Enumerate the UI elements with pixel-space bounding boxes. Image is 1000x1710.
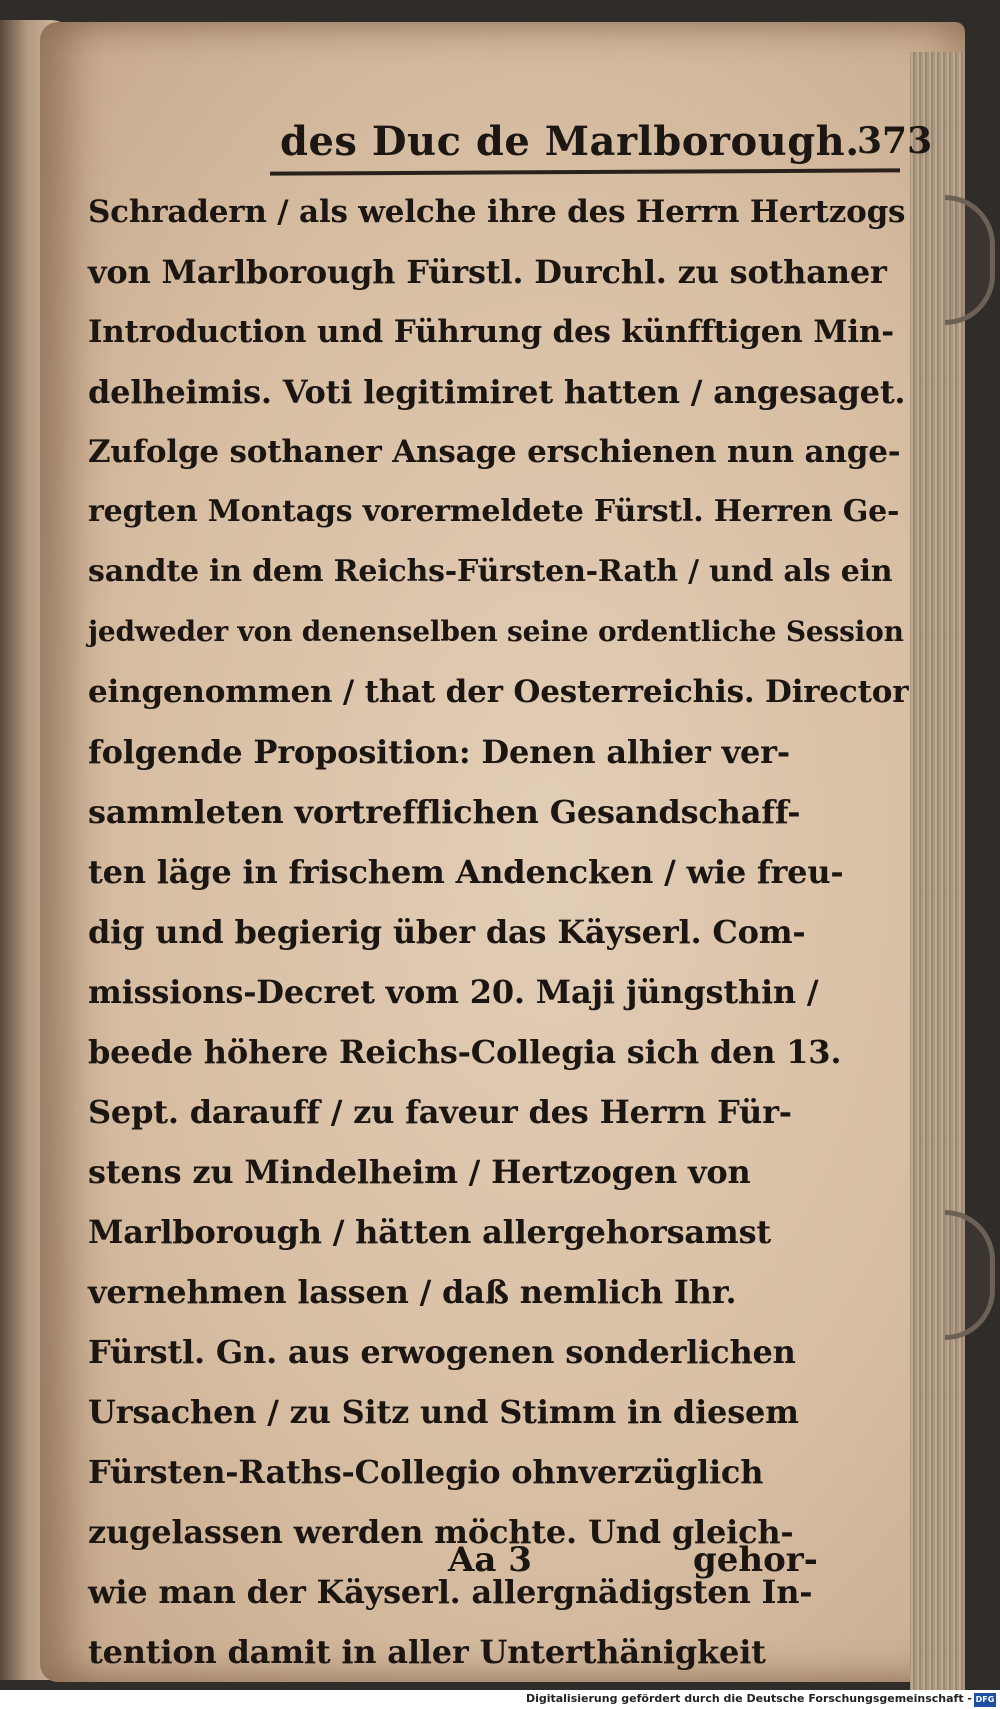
running-head: des Duc de Marlborough.	[280, 118, 860, 165]
text-line: Introduction und Führung des künfftigen Min-	[88, 314, 894, 350]
text-line: jedweder von denenselben seine ordentliche Session	[88, 615, 904, 648]
text-line: von Marlborough Fürstl. Durchl. zu sothaner	[88, 253, 887, 291]
text-line: folgende Proposition: Denen alhier ver-	[88, 733, 790, 771]
text-line: vernehmen lassen / daß nemlich Ihr.	[88, 1273, 737, 1311]
text-line: stens zu Mindelheim / Hertzogen von	[88, 1153, 751, 1191]
text-line: missions-Decret vom 20. Maji jüngsthin /	[88, 973, 819, 1011]
catchword-line	[88, 1540, 908, 1590]
page-number: 373	[857, 120, 933, 162]
text-line: eingenommen / that der Oesterreichis. Director	[88, 674, 909, 710]
footer-credit: Digitalisierung gefördert durch die Deutsche Forschungsgemeinschaft -	[525, 1692, 972, 1705]
text-line: regten Montags vorermeldete Fürstl. Herren Ge-	[88, 494, 900, 529]
book-clip	[945, 1210, 995, 1340]
text-line: Fürstl. Gn. aus erwogenen sonderlichen	[88, 1333, 796, 1371]
text-line: ten läge in frischem Andencken / wie freu-	[88, 853, 844, 891]
text-line: sammleten vortrefflichen Gesandschaff-	[88, 793, 801, 831]
text-line: zugelassen werden möchte. Und gleich-	[88, 1513, 794, 1551]
dfg-logo: DFG	[974, 1693, 996, 1707]
text-line: Marlborough / hätten allergehorsamst	[88, 1213, 771, 1251]
text-line: delheimis. Voti legitimiret hatten / angesaget.	[88, 373, 906, 411]
text-line: Ursachen / zu Sitz und Stimm in diesem	[88, 1393, 799, 1431]
text-line	[88, 1682, 908, 1690]
text-line: Sept. darauff / zu faveur des Herrn Für-	[88, 1093, 792, 1131]
catchword: gehor-	[693, 1540, 818, 1580]
text-line: Schradern / als welche ihre des Herrn Hertzogs	[88, 194, 906, 230]
text-line: Fürsten-Raths-Collegio ohnverzüglich	[88, 1453, 764, 1491]
text-line: sandte in dem Reichs-Fürsten-Rath / und als ein	[88, 554, 893, 589]
text-line: Zufolge sothaner Ansage erschienen nun ange-	[88, 434, 901, 470]
text-line: wie man der Käyserl. allergnädigsten In-	[88, 1573, 813, 1611]
text-line: beede höhere Reichs-Collegia sich den 13.	[88, 1033, 842, 1071]
book-clip	[945, 195, 995, 325]
body-text	[88, 182, 908, 1690]
signature-mark: Aa 3	[448, 1540, 532, 1580]
text-line: dig und begierig über das Käyserl. Com-	[88, 913, 806, 951]
text-line: tention damit in aller Unterthänigkeit	[88, 1633, 766, 1671]
